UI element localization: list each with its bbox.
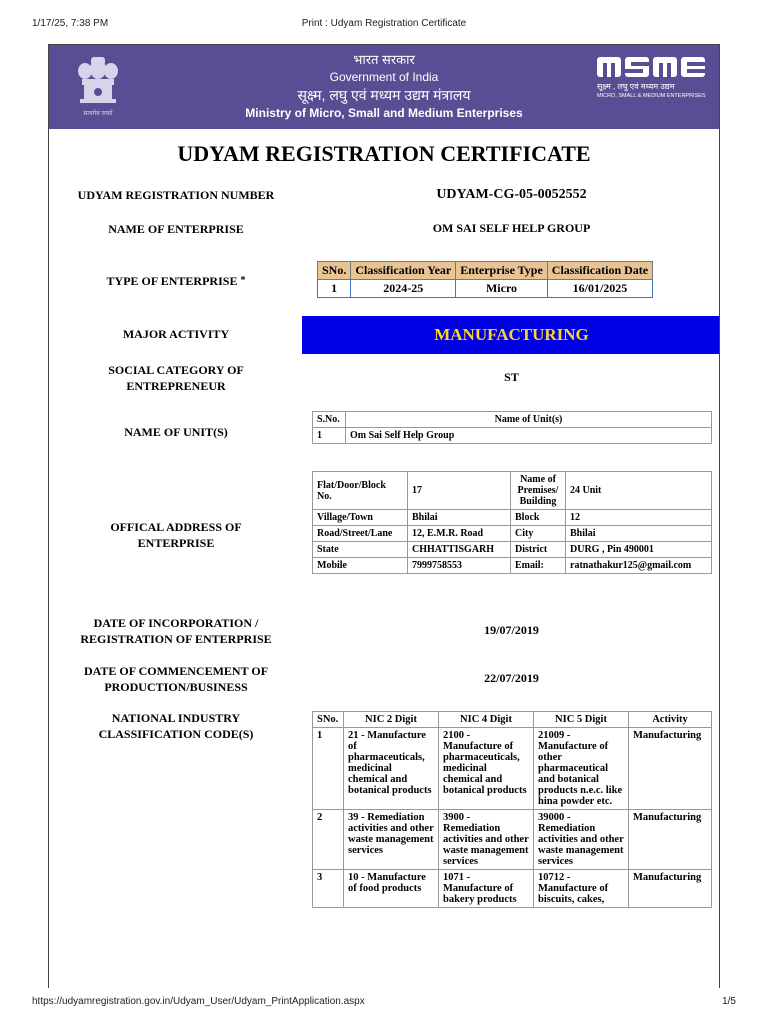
nic-th-5: NIC 5 Digit [534, 712, 629, 728]
type-th-sno: SNo. [318, 262, 351, 280]
nic-2digit: 39 - Remediation activities and other waste management services [344, 810, 439, 870]
addr-road: 12, E.M.R. Road [408, 526, 511, 542]
msme-english: MICRO, SMALL & MEDIUM ENTERPRISES [597, 93, 706, 99]
type-th-year: Classification Year [351, 262, 456, 280]
addr-mobile-label: Mobile [313, 558, 408, 574]
nic-th-4: NIC 4 Digit [439, 712, 534, 728]
nic-2digit: 10 - Manufacture of food products [344, 870, 439, 908]
label-social: SOCIAL CATEGORY OF ENTREPRENEUR [108, 363, 244, 393]
label-commencement: DATE OF COMMENCEMENT OF PRODUCTION/BUSINESS [83, 664, 269, 694]
value-commencement: 22/07/2019 [484, 671, 539, 685]
units-th-name: Name of Unit(s) [346, 412, 712, 428]
print-title: Print : Udyam Registration Certificate [301, 18, 467, 29]
addr-premises-label: Name of Premises/ Building [511, 472, 566, 510]
label-units: NAME OF UNIT(S) [124, 425, 228, 439]
addr-village-label: Village/Town [313, 510, 408, 526]
label-address: OFFICAL ADDRESS OF ENTERPRISE [110, 520, 242, 550]
addr-state-label: State [313, 542, 408, 558]
label-type: TYPE OF ENTERPRISE * [106, 274, 246, 288]
value-incorporation: 19/07/2019 [484, 623, 539, 637]
print-datetime: 1/17/25, 7:38 PM [32, 18, 109, 29]
label-activity: MAJOR ACTIVITY [122, 327, 230, 341]
nic-th-2: NIC 2 Digit [344, 712, 439, 728]
value-name: OM SAI SELF HELP GROUP [432, 221, 591, 235]
addr-mobile: 7999758553 [408, 558, 511, 574]
addr-district: DURG , Pin 490001 [566, 542, 712, 558]
nic-2digit: 21 - Manufacture of pharmaceuticals, medicinal chemical and botanical products [344, 728, 439, 810]
print-url: https://udyamregistration.gov.in/Udyam_User/Udyam_PrintApplication.aspx [32, 996, 365, 1007]
addr-state: CHHATTISGARH [408, 542, 511, 558]
units-table [312, 411, 712, 444]
address-table [312, 471, 712, 574]
enterprise-type-table [317, 261, 653, 298]
table-row [313, 810, 712, 870]
nic-4digit: 3900 - Remediation activities and other waste management services [439, 810, 534, 870]
print-header [0, 0, 768, 44]
addr-district-label: District [511, 542, 566, 558]
addr-premises: 24 Unit [566, 472, 712, 510]
major-activity-value: MANUFACTURING [302, 316, 720, 354]
addr-road-label: Road/Street/Lane [313, 526, 408, 542]
nic-sno: 3 [313, 870, 344, 908]
units-sno: 1 [313, 428, 346, 444]
nic-5digit: 39000 - Remediation activities and other waste management services [534, 810, 629, 870]
addr-village: Bhilai [408, 510, 511, 526]
table-row [313, 870, 712, 908]
nic-sno: 2 [313, 810, 344, 870]
ministry-hindi: सूक्ष्म, लघु एवं मध्यम उद्यम मंत्रालय [297, 87, 471, 103]
type-type: Micro [456, 280, 548, 298]
value-social: ST [504, 370, 519, 384]
label-incorporation: DATE OF INCORPORATION / REGISTRATION OF ENTERPRISE [80, 616, 272, 646]
addr-email-label: Email: [511, 558, 566, 574]
type-year: 2024-25 [351, 280, 456, 298]
nic-th-sno: SNo. [313, 712, 344, 728]
gov-english: Government of India [329, 70, 439, 84]
ministry-banner [49, 45, 719, 129]
gov-hindi: भारत सरकार [353, 52, 415, 67]
units-th-sno: S.No. [313, 412, 346, 428]
addr-city: Bhilai [566, 526, 712, 542]
nic-activity: Manufacturing [629, 870, 712, 908]
nic-4digit: 2100 - Manufacture of pharmaceuticals, medicinal chemical and botanical products [439, 728, 534, 810]
nic-th-activity: Activity [629, 712, 712, 728]
type-th-date: Classification Date [547, 262, 652, 280]
print-footer [0, 992, 768, 1024]
table-row [313, 728, 712, 810]
nic-sno: 1 [313, 728, 344, 810]
nic-5digit: 21009 - Manufacture of other pharmaceutical and botanical products n.e.c. like hina powder etc. [534, 728, 629, 810]
nic-activity: Manufacturing [629, 810, 712, 870]
ministry-english: Ministry of Micro, Small and Medium Enterprises [245, 106, 523, 120]
nic-table [312, 711, 712, 908]
addr-block: 12 [566, 510, 712, 526]
value-reg-no: UDYAM-CG-05-0052552 [436, 187, 587, 202]
type-sno: 1 [318, 280, 351, 298]
label-name: NAME OF ENTERPRISE [108, 222, 244, 236]
msme-hindi: सूक्ष्म , लघु एवं मध्यम उद्यम [597, 82, 675, 91]
certificate-page [48, 44, 720, 988]
addr-city-label: City [511, 526, 566, 542]
type-th-type: Enterprise Type [456, 262, 548, 280]
nic-activity: Manufacturing [629, 728, 712, 810]
addr-flat-label: Flat/Door/Block No. [313, 472, 408, 510]
addr-flat: 17 [408, 472, 511, 510]
addr-block-label: Block [511, 510, 566, 526]
type-date: 16/01/2025 [547, 280, 652, 298]
nic-5digit: 10712 - Manufacture of biscuits, cakes, [534, 870, 629, 908]
label-reg-no: UDYAM REGISTRATION NUMBER [77, 188, 275, 202]
label-nic: NATIONAL INDUSTRY CLASSIFICATION CODE(S) [98, 711, 254, 741]
page-number: 1/5 [722, 996, 736, 1007]
units-name: Om Sai Self Help Group [346, 428, 712, 444]
nic-4digit: 1071 - Manufacture of bakery products [439, 870, 534, 908]
svg-text:सत्यमेव जयते: सत्यमेव जयते [83, 111, 113, 117]
certificate-title: UDYAM REGISTRATION CERTIFICATE [177, 141, 591, 166]
addr-email: ratnathakur125@gmail.com [566, 558, 712, 574]
